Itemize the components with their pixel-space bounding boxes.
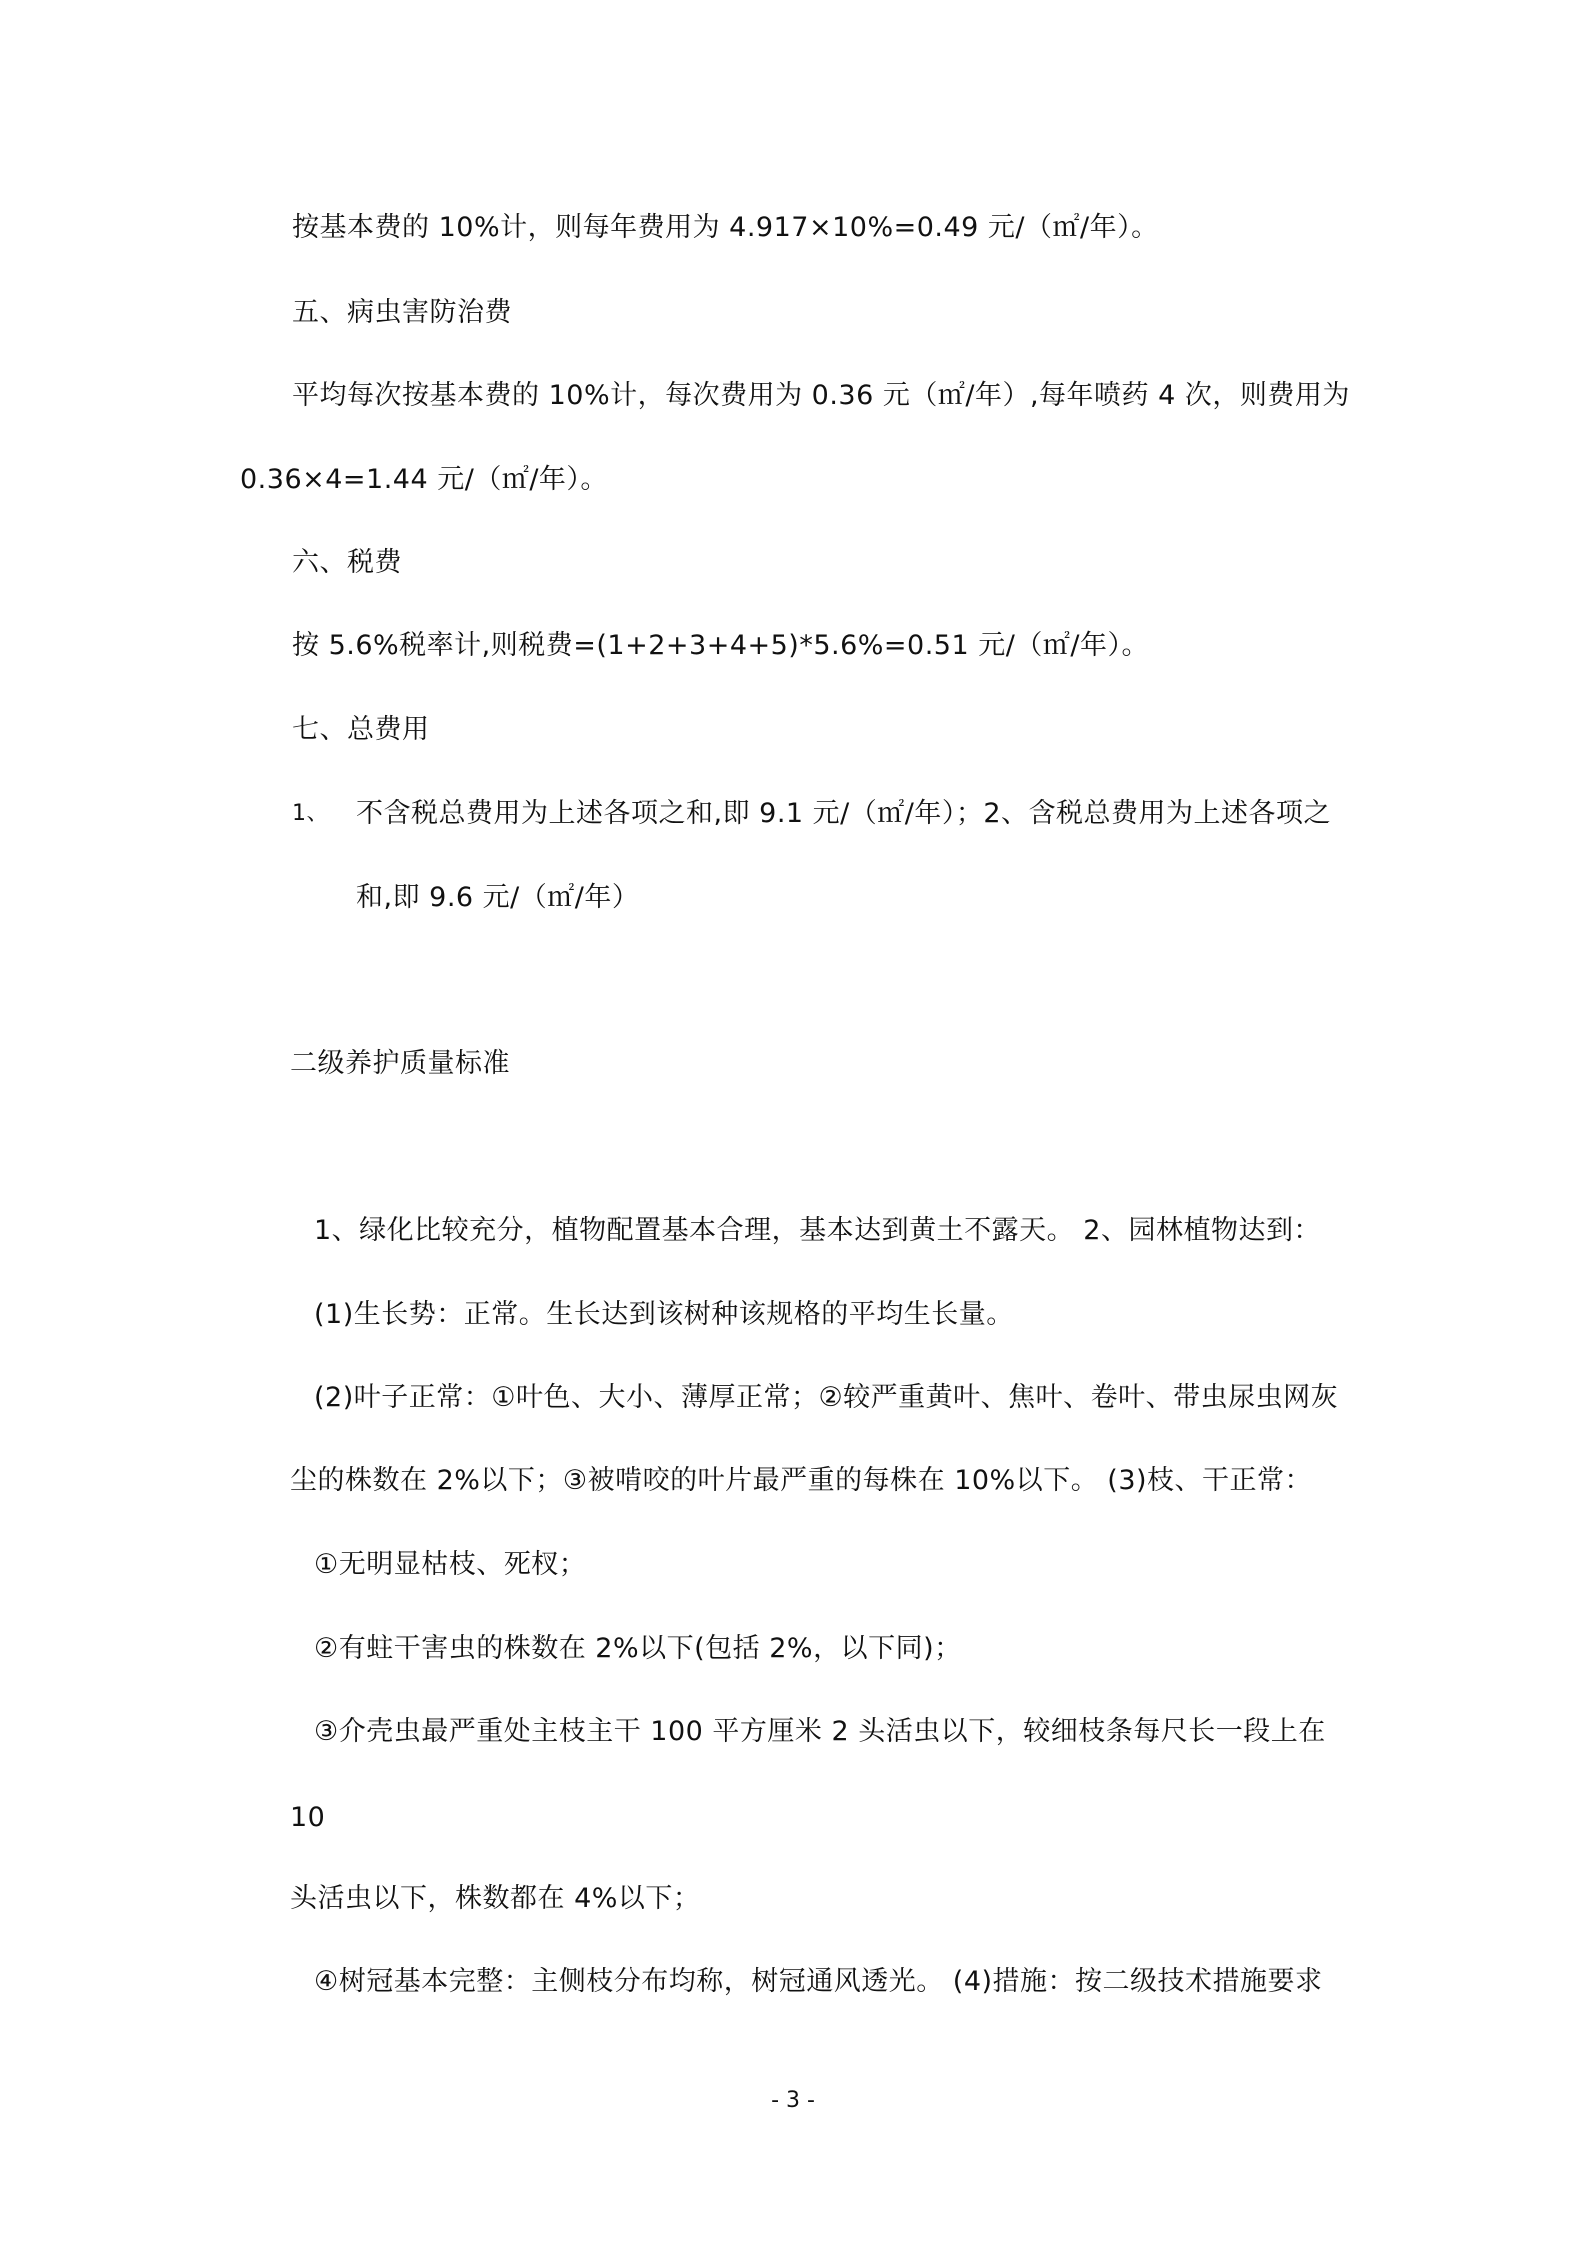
paragraph-line: 0.36×4=1.44 元/（㎡/年）。: [240, 464, 608, 495]
paragraph-line: 尘的株数在 2%以下；③被啃咬的叶片最严重的每株在 10%以下。 (3)枝、干正常：: [290, 1465, 1313, 1496]
paragraph-line: (2)叶子正常：①叶色、大小、薄厚正常；②较严重黄叶、焦叶、卷叶、带虫尿虫网灰: [314, 1382, 1339, 1413]
page-number: - 3 -: [771, 2088, 815, 2113]
paragraph-line: 平均每次按基本费的 10%计，每次费用为 0.36 元（㎡/年）,每年喷药 4 次，则费用为: [292, 380, 1350, 411]
paragraph-line: ①无明显枯枝、死杈；: [314, 1549, 587, 1580]
list-item-text: 不含税总费用为上述各项之和,即 9.1 元/（㎡/年）；2、含税总费用为上述各项之: [356, 798, 1332, 829]
list-number: 1、: [292, 801, 329, 826]
paragraph-line: 10: [290, 1802, 326, 1833]
section-heading: 七、总费用: [292, 714, 430, 745]
paragraph-line: ②有蛀干害虫的株数在 2%以下(包括 2%，以下同)；: [314, 1633, 962, 1664]
paragraph-line: 1、绿化比较充分，植物配置基本合理，基本达到黄土不露天。 2、园林植物达到：: [314, 1215, 1321, 1246]
paragraph-line: (1)生长势：正常。生长达到该树种该规格的平均生长量。: [314, 1299, 1014, 1330]
list-item-text: 和,即 9.6 元/（㎡/年）: [356, 882, 640, 913]
section-heading: 六、税费: [292, 547, 402, 578]
paragraph-line: ④树冠基本完整：主侧枝分布均称，树冠通风透光。 (4)措施：按二级技术措施要求: [314, 1966, 1323, 1997]
section-heading: 五、病虫害防治费: [292, 297, 512, 328]
paragraph-line: 按基本费的 10%计，则每年费用为 4.917×10%=0.49 元/（㎡/年）。: [292, 212, 1159, 243]
paragraph-line: 头活虫以下，株数都在 4%以下；: [290, 1883, 701, 1914]
paragraph-line: 按 5.6%税率计,则税费=(1+2+3+4+5)*5.6%=0.51 元/（㎡/年）。: [292, 630, 1149, 661]
paragraph-line: ③介壳虫最严重处主枝主干 100 平方厘米 2 头活虫以下，较细枝条每尺长一段上在: [314, 1716, 1326, 1747]
section-heading: 二级养护质量标准: [290, 1048, 510, 1079]
